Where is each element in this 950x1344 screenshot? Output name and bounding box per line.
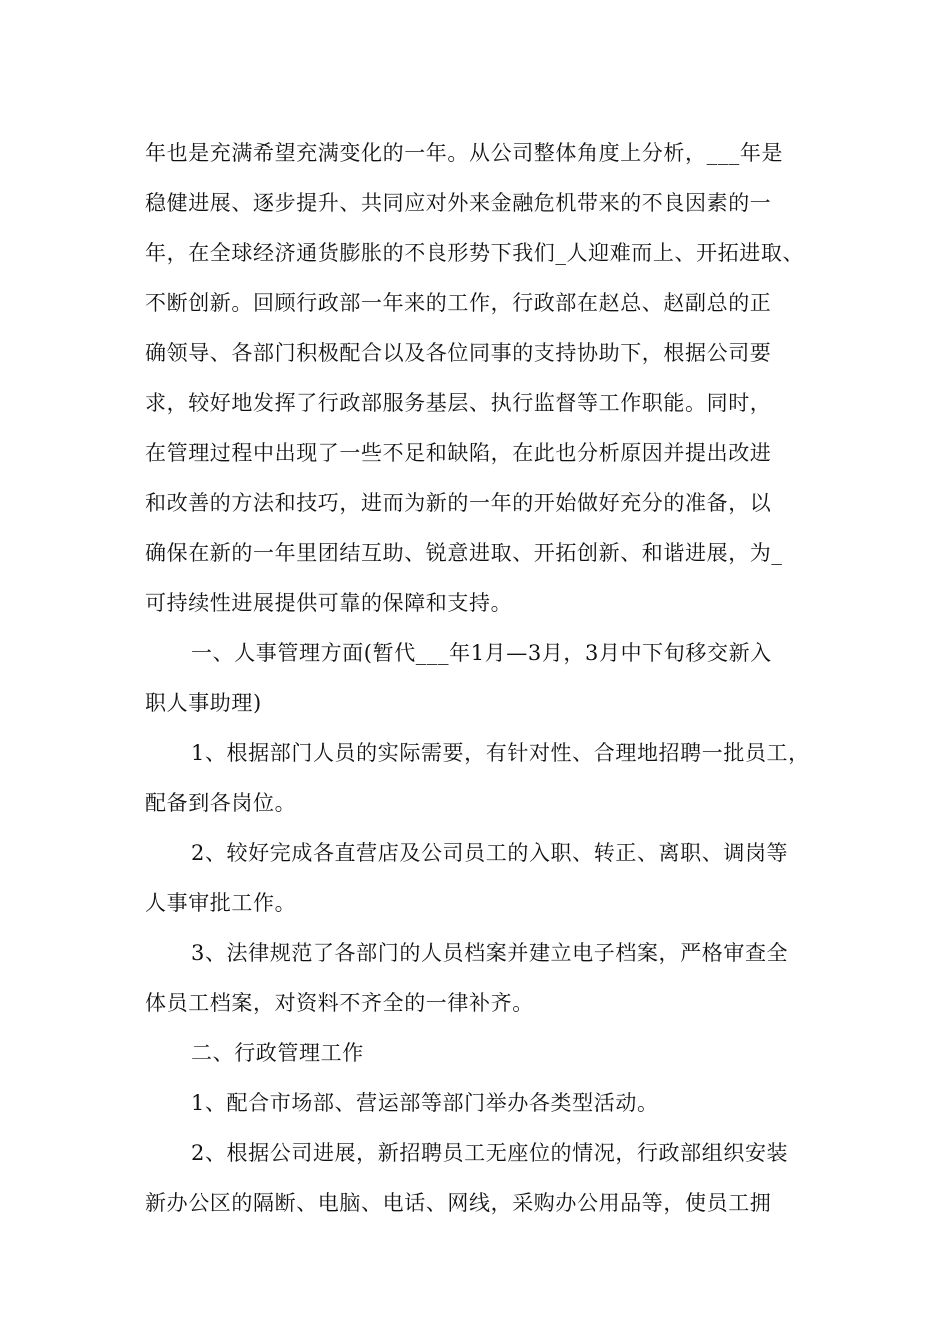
text-line: 职人事助理) [145,691,262,715]
text-line: 年，在全球经济通货膨胀的不良形势下我们_人迎难而上、开拓进取、 [145,241,805,265]
text-line: 不断创新。回顾行政部一年来的工作，行政部在赵总、赵副总的正 [145,291,772,315]
text-line: 新办公区的隔断、电脑、电话、网线，采购办公用品等，使员工拥 [145,1191,772,1215]
list-item-personnel-3 [145,928,815,1028]
text-line: 1、配合市场部、营运部等部门举办各类型活动。 [191,1091,659,1115]
section-heading-admin [145,1028,815,1078]
text-line: 3、法律规范了各部门的人员档案并建立电子档案，严格审查全 [191,941,789,965]
list-item-personnel-2 [145,828,815,928]
text-line: 年也是充满希望充满变化的一年。从公司整体角度上分析，___年是 [145,141,784,165]
text-line: 人事审批工作。 [145,891,297,915]
text-line: 可持续性进展提供可靠的保障和支持。 [145,591,513,615]
text-line: 在管理过程中出现了一些不足和缺陷，在此也分析原因并提出改进 [145,441,772,465]
list-item-admin-1 [145,1078,815,1128]
document-body [145,128,815,1228]
text-line: 一、人事管理方面(暂代___年1月—3月，3月中下旬移交新入 [191,641,772,665]
text-line: 二、行政管理工作 [191,1041,364,1065]
text-line: 确保在新的一年里团结互助、锐意进取、开拓创新、和谐进展，为_ [145,541,783,565]
text-line: 配备到各岗位。 [145,791,297,815]
list-item-admin-2 [145,1128,815,1228]
section-heading-personnel [145,628,815,728]
paragraph-intro [145,128,815,628]
text-line: 确领导、各部门积极配合以及各位同事的支持协助下，根据公司要 [145,341,772,365]
text-line: 稳健进展、逐步提升、共同应对外来金融危机带来的不良因素的一 [145,191,772,215]
text-line: 1、根据部门人员的实际需要，有针对性、合理地招聘一批员工， [191,741,810,765]
text-line: 2、较好完成各直营店及公司员工的入职、转正、离职、调岗等 [191,841,789,865]
text-line: 和改善的方法和技巧，进而为新的一年的开始做好充分的准备，以 [145,491,772,515]
text-line: 2、根据公司进展，新招聘员工无座位的情况，行政部组织安装 [191,1141,789,1165]
list-item-personnel-1 [145,728,815,828]
text-line: 体员工档案，对资料不齐全的一律补齐。 [145,991,534,1015]
text-line: 求，较好地发挥了行政部服务基层、执行监督等工作职能。同时， [145,391,772,415]
